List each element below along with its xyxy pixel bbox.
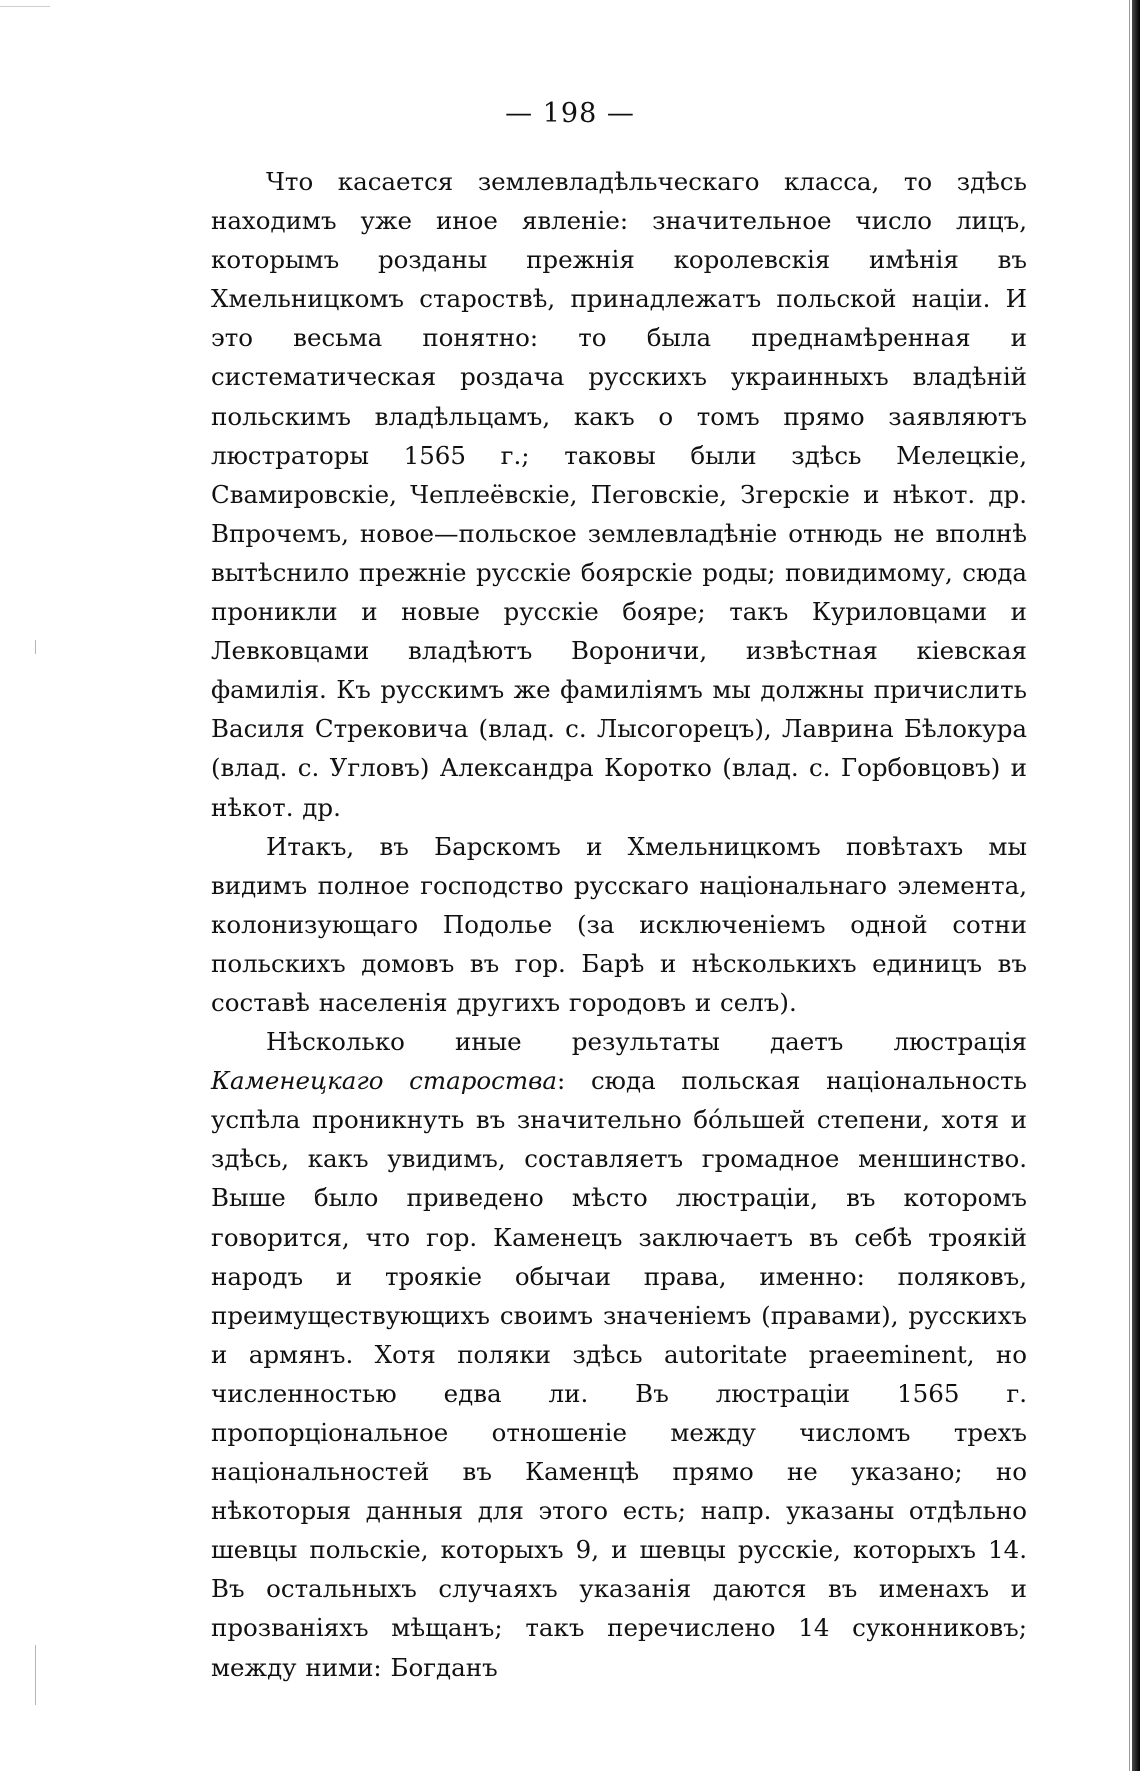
italic-term: Каменецкаго староства [211,1066,557,1096]
page-number: — 198 — [505,98,635,129]
scan-page-edge-line [1129,0,1130,1771]
scan-left-mark [35,1645,36,1705]
paragraph-text: : сюда польская національность успѣла проникнуть въ значительно бóльшей степени, хотя и здѣсь, какъ увидимъ, составляетъ громадное меншинство. Выше было приведено мѣсто люстраціи, въ которомъ говорится, что гор. Каменецъ заключаетъ въ себѣ троякій народъ и троякіе обычаи права, именно: поляковъ, преимуществующихъ своимъ значеніемъ (правами), русскихъ и армянъ. Хотя поляки здѣсь autoritate praeeminent, но численностью едва ли. Въ люстраціи 1565 г. пропорціональное отношеніе между числомъ трехъ національностей въ Каменцѣ прямо не указано; но нѣкоторыя данныя для этого есть; напр. указаны отдѣльно шевцы польскіе, которыхъ 9, и шевцы русскіе, которыхъ 14. Въ остальныхъ случаяхъ указанія даются въ именахъ и прозваніяхъ мѣщанъ; такъ перечислено 14 суконниковъ; между ними: Богданъ [211,1066,1027,1682]
scan-binding-shadow [1132,0,1140,1771]
paragraph-text: Итакъ, въ Барскомъ и Хмельницкомъ повѣтахъ мы видимъ полное господство русскаго національнаго элемента, колонизующаго Подолье (за исключеніемъ одной сотни польскихъ домовъ въ гор. Барѣ и нѣсколькихъ единицъ въ составѣ населенія другихъ городовъ и селъ). [211,831,1027,1017]
paragraph-text: Что касается землевладѣльческаго класса, то здѣсь находимъ уже иное явленіе: значительное число лицъ, которымъ розданы прежнія королевскія имѣнія въ Хмельницкомъ староствѣ, принадлежатъ польской націи. И это весьма понятно: то была преднамѣренная и систематическая роздача русскихъ украинныхъ владѣній польскимъ владѣльцамъ, какъ о томъ прямо заявляютъ люстраторы 1565 г.; таковы были здѣсь Мелецкіе, Свамировскіе, Чеплеёвскіе, Пеговскіе, Згерскіе и нѣкот. др. Впрочемъ, новое—польское землевладѣніе отнюдь не вполнѣ вытѣснило прежніе русскіе боярскіе роды; повидимому, сюда проникли и новые русскіе бояре; такъ Куриловцами и Левковцами владѣютъ Вороничи, извѣстная кіевская фамилія. Къ русскимъ же фамиліямъ мы должны причислить Василя Стрековича (влад. с. Лысогорецъ), Лаврина Бѣлокура (влад. с. Угловъ) Александра Коротко (влад. с. Горбовцовъ) и нѣкот. др. [211,167,1027,822]
paragraph-kamenets [211,1022,1027,1687]
body-text [211,162,1027,1687]
scan-left-mark [35,640,36,654]
paragraph-landowners [211,162,1027,827]
scan-top-mark [0,6,50,7]
paragraph-summary [211,827,1027,1022]
paragraph-lead: Нѣсколько иные результаты даетъ люстрація [266,1027,1027,1057]
